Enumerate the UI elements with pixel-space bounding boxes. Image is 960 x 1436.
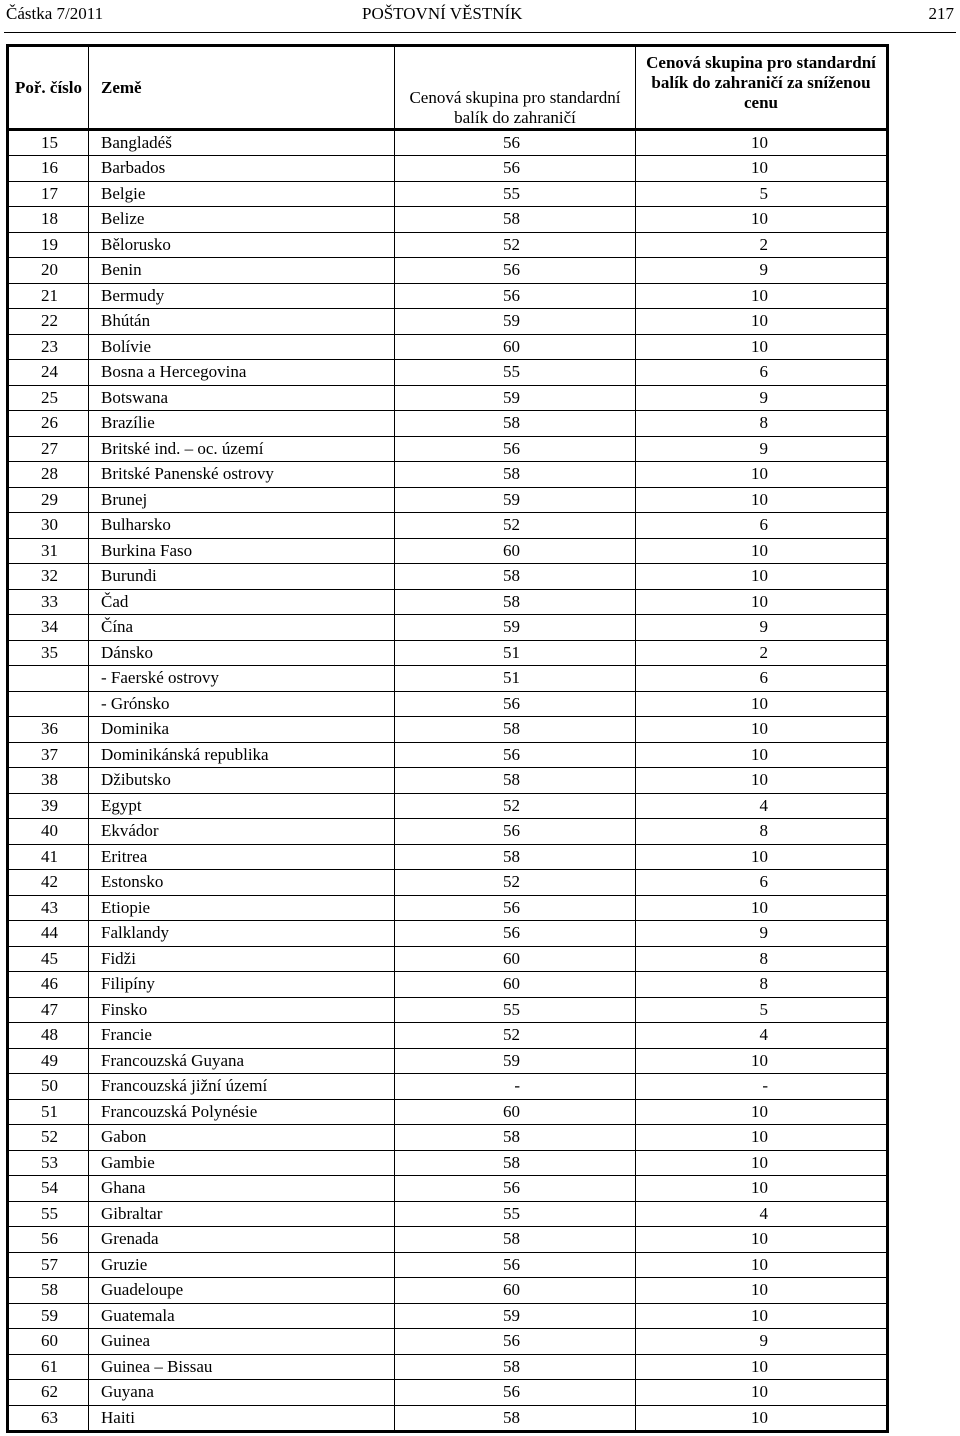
row-number: 63 xyxy=(8,1405,89,1431)
table-row xyxy=(8,462,888,488)
row-standard-group: 52 xyxy=(395,870,636,896)
row-reduced-group: 10 xyxy=(636,844,888,870)
table-row xyxy=(8,921,888,947)
row-country: Bolívie xyxy=(89,334,395,360)
row-number: 38 xyxy=(8,768,89,794)
table-row xyxy=(8,615,888,641)
row-number: 58 xyxy=(8,1278,89,1304)
table-row xyxy=(8,564,888,590)
row-number: 60 xyxy=(8,1329,89,1355)
row-number: 47 xyxy=(8,997,89,1023)
row-standard-group: 58 xyxy=(395,1354,636,1380)
table-row xyxy=(8,589,888,615)
row-reduced-group: 2 xyxy=(636,232,888,258)
row-reduced-group: 10 xyxy=(636,589,888,615)
row-reduced-group: 8 xyxy=(636,411,888,437)
row-number: 17 xyxy=(8,181,89,207)
row-country: - Faerské ostrovy xyxy=(89,666,395,692)
row-standard-group: 56 xyxy=(395,819,636,845)
row-standard-group: 56 xyxy=(395,1176,636,1202)
row-standard-group: 56 xyxy=(395,130,636,156)
row-number: 55 xyxy=(8,1201,89,1227)
row-number: 44 xyxy=(8,921,89,947)
row-country: Bhútán xyxy=(89,309,395,335)
row-reduced-group: 6 xyxy=(636,666,888,692)
table-row xyxy=(8,181,888,207)
table-row xyxy=(8,436,888,462)
row-country: Burkina Faso xyxy=(89,538,395,564)
row-reduced-group: 10 xyxy=(636,207,888,233)
row-standard-group: 59 xyxy=(395,615,636,641)
row-standard-group: 56 xyxy=(395,1252,636,1278)
row-country: Haiti xyxy=(89,1405,395,1431)
row-number: 51 xyxy=(8,1099,89,1125)
row-number: 26 xyxy=(8,411,89,437)
row-standard-group: 56 xyxy=(395,1380,636,1406)
row-reduced-group: 9 xyxy=(636,921,888,947)
row-country: Gibraltar xyxy=(89,1201,395,1227)
row-number: 27 xyxy=(8,436,89,462)
row-reduced-group: 10 xyxy=(636,717,888,743)
row-standard-group: 56 xyxy=(395,691,636,717)
row-number: 59 xyxy=(8,1303,89,1329)
publication-title: POŠTOVNÍ VĚSTNÍK xyxy=(362,4,523,23)
row-standard-group: 56 xyxy=(395,156,636,182)
row-number: 49 xyxy=(8,1048,89,1074)
row-reduced-group: 10 xyxy=(636,895,888,921)
row-reduced-group: 10 xyxy=(636,156,888,182)
row-country: Britské ind. – oc. území xyxy=(89,436,395,462)
row-reduced-group: 10 xyxy=(636,487,888,513)
row-standard-group: 60 xyxy=(395,334,636,360)
row-standard-group: 56 xyxy=(395,436,636,462)
row-standard-group: 59 xyxy=(395,1048,636,1074)
row-country: Finsko xyxy=(89,997,395,1023)
row-reduced-group: - xyxy=(636,1074,888,1100)
table-row xyxy=(8,513,888,539)
row-country: Egypt xyxy=(89,793,395,819)
row-standard-group: 60 xyxy=(395,538,636,564)
row-country: Francouzská Guyana xyxy=(89,1048,395,1074)
row-number: 23 xyxy=(8,334,89,360)
row-country: Čad xyxy=(89,589,395,615)
page-header xyxy=(4,0,956,30)
row-standard-group: 58 xyxy=(395,207,636,233)
price-group-table xyxy=(6,44,889,1433)
table-row xyxy=(8,232,888,258)
row-country: Bermudy xyxy=(89,283,395,309)
row-country: Belgie xyxy=(89,181,395,207)
row-number: 29 xyxy=(8,487,89,513)
row-number: 61 xyxy=(8,1354,89,1380)
row-reduced-group: 9 xyxy=(636,1329,888,1355)
table-row xyxy=(8,1150,888,1176)
row-reduced-group: 10 xyxy=(636,742,888,768)
table-row xyxy=(8,258,888,284)
table-row xyxy=(8,717,888,743)
row-country: Fidži xyxy=(89,946,395,972)
row-country: Čína xyxy=(89,615,395,641)
row-standard-group: 55 xyxy=(395,997,636,1023)
row-country: Bulharsko xyxy=(89,513,395,539)
row-country: Brunej xyxy=(89,487,395,513)
table-row xyxy=(8,411,888,437)
row-standard-group: 56 xyxy=(395,742,636,768)
row-number: 18 xyxy=(8,207,89,233)
row-country: Francie xyxy=(89,1023,395,1049)
table-row xyxy=(8,1278,888,1304)
row-number xyxy=(8,666,89,692)
row-standard-group: 55 xyxy=(395,360,636,386)
column-header-standard: Cenová skupina pro standardní balík do zahraničí xyxy=(395,46,636,130)
table-row xyxy=(8,895,888,921)
table-row xyxy=(8,309,888,335)
row-reduced-group: 6 xyxy=(636,870,888,896)
issue-number: Částka 7/2011 xyxy=(6,4,104,23)
table-row xyxy=(8,1125,888,1151)
table-row xyxy=(8,1252,888,1278)
row-country: Bělorusko xyxy=(89,232,395,258)
table-row xyxy=(8,156,888,182)
table-header-row xyxy=(8,46,888,130)
row-reduced-group: 10 xyxy=(636,1048,888,1074)
row-country: Francouzská jižní území xyxy=(89,1074,395,1100)
row-standard-group: 58 xyxy=(395,462,636,488)
row-standard-group: 52 xyxy=(395,793,636,819)
row-country: Ghana xyxy=(89,1176,395,1202)
row-reduced-group: 4 xyxy=(636,793,888,819)
row-standard-group: 55 xyxy=(395,1201,636,1227)
table-row xyxy=(8,1074,888,1100)
row-country: Gambie xyxy=(89,1150,395,1176)
row-country: - Grónsko xyxy=(89,691,395,717)
row-standard-group: 52 xyxy=(395,513,636,539)
row-reduced-group: 6 xyxy=(636,360,888,386)
row-country: Eritrea xyxy=(89,844,395,870)
row-reduced-group: 9 xyxy=(636,436,888,462)
row-number: 56 xyxy=(8,1227,89,1253)
row-country: Grenada xyxy=(89,1227,395,1253)
table-row xyxy=(8,1405,888,1431)
table-row xyxy=(8,1023,888,1049)
row-standard-group: 51 xyxy=(395,640,636,666)
row-reduced-group: 5 xyxy=(636,181,888,207)
row-number: 45 xyxy=(8,946,89,972)
row-number: 50 xyxy=(8,1074,89,1100)
row-country: Guadeloupe xyxy=(89,1278,395,1304)
row-reduced-group: 10 xyxy=(636,130,888,156)
row-number: 62 xyxy=(8,1380,89,1406)
table-row xyxy=(8,768,888,794)
row-reduced-group: 10 xyxy=(636,1125,888,1151)
row-number: 31 xyxy=(8,538,89,564)
row-reduced-group: 9 xyxy=(636,615,888,641)
row-reduced-group: 4 xyxy=(636,1023,888,1049)
row-reduced-group: 10 xyxy=(636,1227,888,1253)
row-number: 39 xyxy=(8,793,89,819)
row-number: 57 xyxy=(8,1252,89,1278)
row-reduced-group: 8 xyxy=(636,819,888,845)
row-standard-group: 51 xyxy=(395,666,636,692)
row-reduced-group: 10 xyxy=(636,309,888,335)
row-number xyxy=(8,691,89,717)
row-number: 46 xyxy=(8,972,89,998)
row-reduced-group: 5 xyxy=(636,997,888,1023)
row-country: Brazílie xyxy=(89,411,395,437)
row-reduced-group: 8 xyxy=(636,946,888,972)
row-number: 22 xyxy=(8,309,89,335)
row-reduced-group: 6 xyxy=(636,513,888,539)
row-reduced-group: 9 xyxy=(636,258,888,284)
table-row xyxy=(8,844,888,870)
row-standard-group: 59 xyxy=(395,487,636,513)
row-standard-group: 58 xyxy=(395,844,636,870)
table-row xyxy=(8,130,888,156)
row-number: 52 xyxy=(8,1125,89,1151)
row-country: Barbados xyxy=(89,156,395,182)
row-standard-group: 58 xyxy=(395,717,636,743)
row-country: Belize xyxy=(89,207,395,233)
row-number: 34 xyxy=(8,615,89,641)
row-standard-group: - xyxy=(395,1074,636,1100)
table-row xyxy=(8,1329,888,1355)
row-standard-group: 58 xyxy=(395,1150,636,1176)
row-reduced-group: 8 xyxy=(636,972,888,998)
table-row xyxy=(8,334,888,360)
row-country: Filipíny xyxy=(89,972,395,998)
table-row xyxy=(8,793,888,819)
row-country: Burundi xyxy=(89,564,395,590)
row-standard-group: 58 xyxy=(395,768,636,794)
row-reduced-group: 10 xyxy=(636,334,888,360)
table-row xyxy=(8,819,888,845)
row-number: 41 xyxy=(8,844,89,870)
row-number: 54 xyxy=(8,1176,89,1202)
row-number: 36 xyxy=(8,717,89,743)
row-reduced-group: 4 xyxy=(636,1201,888,1227)
row-standard-group: 52 xyxy=(395,1023,636,1049)
table-row xyxy=(8,487,888,513)
row-standard-group: 55 xyxy=(395,181,636,207)
row-standard-group: 60 xyxy=(395,1099,636,1125)
row-country: Dominika xyxy=(89,717,395,743)
row-reduced-group: 10 xyxy=(636,1176,888,1202)
row-standard-group: 56 xyxy=(395,258,636,284)
row-country: Guinea – Bissau xyxy=(89,1354,395,1380)
header-divider xyxy=(4,32,956,33)
table-row xyxy=(8,283,888,309)
row-number: 30 xyxy=(8,513,89,539)
row-standard-group: 60 xyxy=(395,972,636,998)
row-standard-group: 56 xyxy=(395,921,636,947)
row-reduced-group: 10 xyxy=(636,1303,888,1329)
row-number: 19 xyxy=(8,232,89,258)
row-number: 21 xyxy=(8,283,89,309)
row-number: 16 xyxy=(8,156,89,182)
table-row xyxy=(8,691,888,717)
table-row xyxy=(8,1099,888,1125)
table-row xyxy=(8,1380,888,1406)
row-standard-group: 58 xyxy=(395,564,636,590)
row-reduced-group: 10 xyxy=(636,1380,888,1406)
row-standard-group: 59 xyxy=(395,385,636,411)
row-country: Guatemala xyxy=(89,1303,395,1329)
table-row xyxy=(8,972,888,998)
row-country: Dominikánská republika xyxy=(89,742,395,768)
table-row xyxy=(8,742,888,768)
row-country: Falklandy xyxy=(89,921,395,947)
row-country: Britské Panenské ostrovy xyxy=(89,462,395,488)
row-country: Francouzská Polynésie xyxy=(89,1099,395,1125)
table-row xyxy=(8,360,888,386)
row-number: 35 xyxy=(8,640,89,666)
row-reduced-group: 10 xyxy=(636,538,888,564)
row-reduced-group: 10 xyxy=(636,1150,888,1176)
row-number: 40 xyxy=(8,819,89,845)
table-row xyxy=(8,1303,888,1329)
row-country: Ekvádor xyxy=(89,819,395,845)
row-number: 33 xyxy=(8,589,89,615)
row-reduced-group: 10 xyxy=(636,283,888,309)
row-number: 32 xyxy=(8,564,89,590)
table-row xyxy=(8,870,888,896)
row-number: 43 xyxy=(8,895,89,921)
row-reduced-group: 10 xyxy=(636,1099,888,1125)
row-country: Guinea xyxy=(89,1329,395,1355)
table-row xyxy=(8,1201,888,1227)
row-country: Dánsko xyxy=(89,640,395,666)
row-reduced-group: 10 xyxy=(636,1405,888,1431)
row-reduced-group: 10 xyxy=(636,564,888,590)
row-reduced-group: 10 xyxy=(636,1354,888,1380)
table-row xyxy=(8,1048,888,1074)
page-number: 217 xyxy=(928,4,954,23)
row-standard-group: 58 xyxy=(395,1125,636,1151)
row-reduced-group: 10 xyxy=(636,768,888,794)
row-reduced-group: 10 xyxy=(636,691,888,717)
row-standard-group: 59 xyxy=(395,1303,636,1329)
table-row xyxy=(8,946,888,972)
column-header-country: Země xyxy=(89,46,395,130)
row-standard-group: 56 xyxy=(395,283,636,309)
row-country: Džibutsko xyxy=(89,768,395,794)
table-row xyxy=(8,1227,888,1253)
row-standard-group: 56 xyxy=(395,895,636,921)
row-standard-group: 58 xyxy=(395,589,636,615)
row-number: 20 xyxy=(8,258,89,284)
column-header-number: Poř. číslo xyxy=(8,46,89,130)
table-row xyxy=(8,1354,888,1380)
column-header-reduced: Cenová skupina pro standardní balík do zahraničí za sníženou cenu xyxy=(636,46,888,130)
table-row xyxy=(8,385,888,411)
table-row xyxy=(8,666,888,692)
row-country: Botswana xyxy=(89,385,395,411)
row-country: Bosna a Hercegovina xyxy=(89,360,395,386)
row-standard-group: 52 xyxy=(395,232,636,258)
row-standard-group: 58 xyxy=(395,1405,636,1431)
row-number: 37 xyxy=(8,742,89,768)
row-standard-group: 58 xyxy=(395,411,636,437)
table-row xyxy=(8,207,888,233)
row-country: Bangladéš xyxy=(89,130,395,156)
row-country: Guyana xyxy=(89,1380,395,1406)
row-number: 25 xyxy=(8,385,89,411)
table-row xyxy=(8,538,888,564)
row-country: Etiopie xyxy=(89,895,395,921)
table-row xyxy=(8,640,888,666)
row-country: Benin xyxy=(89,258,395,284)
row-standard-group: 60 xyxy=(395,1278,636,1304)
row-country: Estonsko xyxy=(89,870,395,896)
table-body xyxy=(8,130,888,1432)
row-number: 15 xyxy=(8,130,89,156)
row-reduced-group: 9 xyxy=(636,385,888,411)
row-standard-group: 58 xyxy=(395,1227,636,1253)
row-number: 28 xyxy=(8,462,89,488)
table-row xyxy=(8,1176,888,1202)
table-row xyxy=(8,997,888,1023)
row-standard-group: 59 xyxy=(395,309,636,335)
row-number: 24 xyxy=(8,360,89,386)
row-number: 42 xyxy=(8,870,89,896)
row-standard-group: 60 xyxy=(395,946,636,972)
row-reduced-group: 10 xyxy=(636,1252,888,1278)
row-country: Gabon xyxy=(89,1125,395,1151)
row-country: Gruzie xyxy=(89,1252,395,1278)
row-reduced-group: 10 xyxy=(636,1278,888,1304)
row-reduced-group: 10 xyxy=(636,462,888,488)
row-standard-group: 56 xyxy=(395,1329,636,1355)
row-reduced-group: 2 xyxy=(636,640,888,666)
row-number: 48 xyxy=(8,1023,89,1049)
row-number: 53 xyxy=(8,1150,89,1176)
